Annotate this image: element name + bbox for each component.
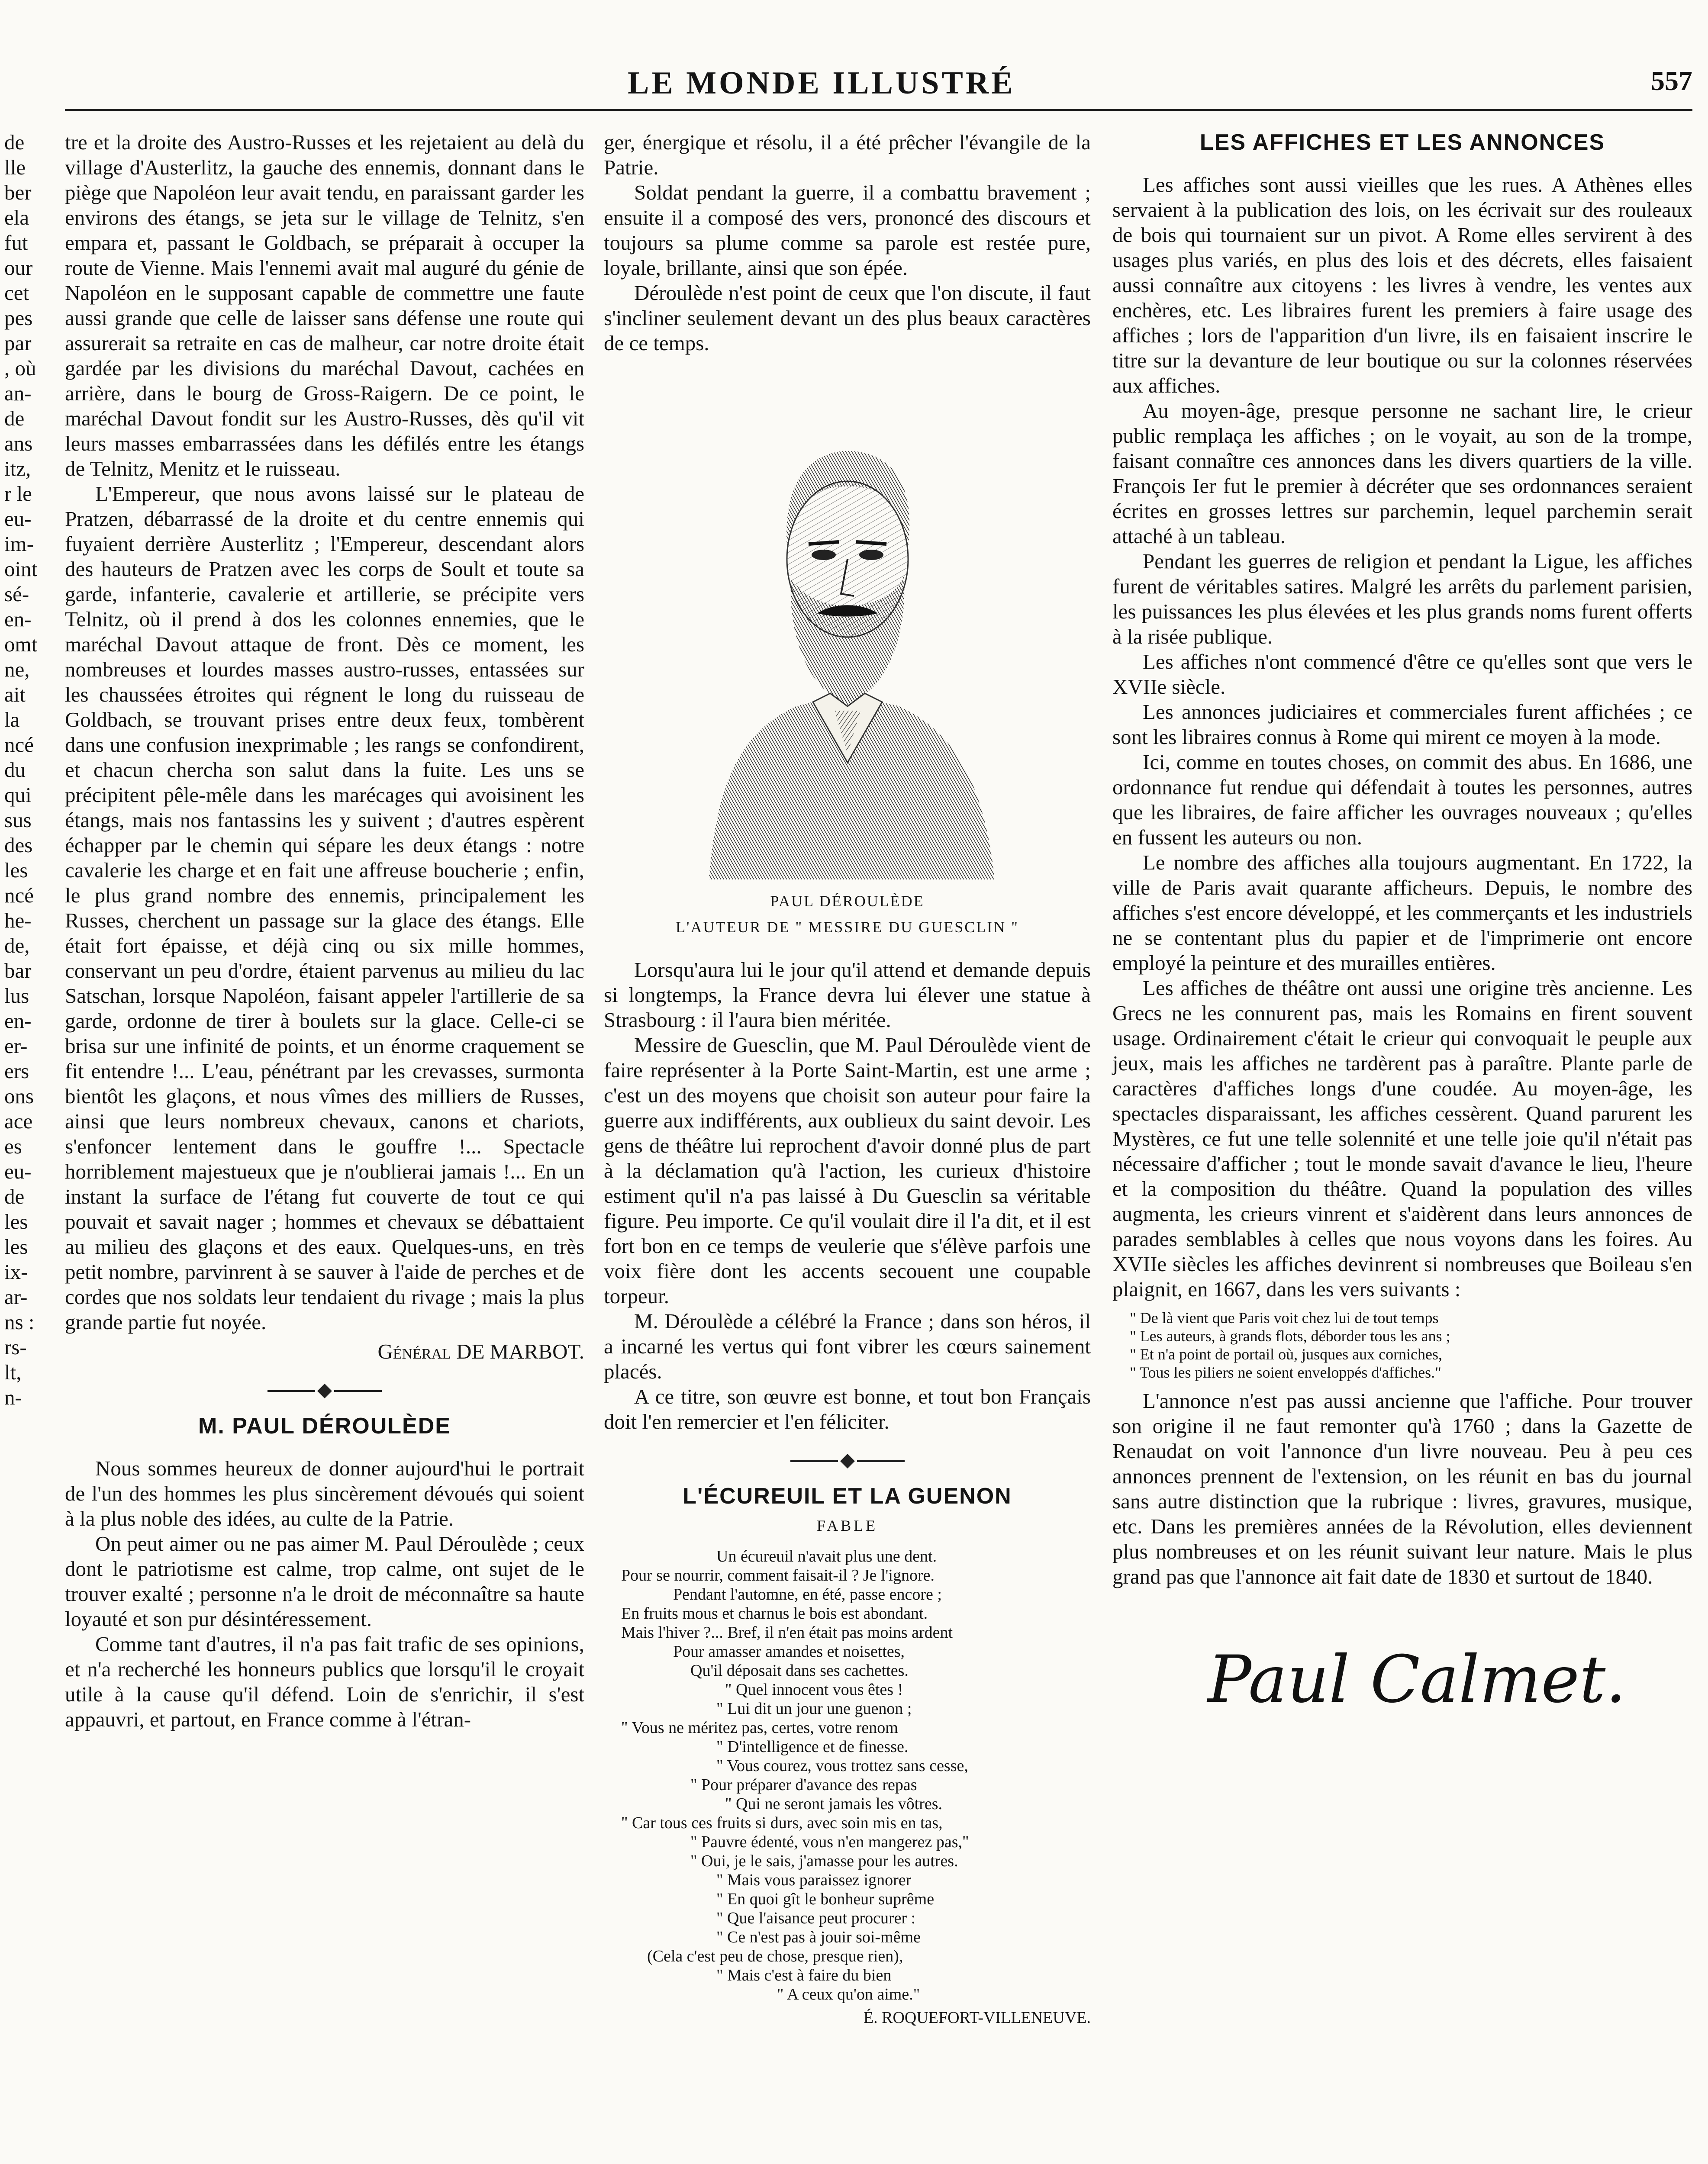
section-divider <box>65 1386 584 1396</box>
article-paragraph: Messire de Guesclin, que M. Paul Déroulède vient de faire représenter à la Porte Saint-Martin, est une arme ; c'est un des moyens que choisit son auteur pour faire la guerre aux indifférents, aux oublieux du saint devoir. Les gens de théâtre lui reprochent d'avoir donné plus de part à la déclamation qu'à l'action, les curieux d'histoire estiment qu'il n'a pas laissé à Du Guesclin sa véritable figure. Peu importe. Ce qu'il voulait dire il l'a dit, et il est fort bon en ce temps de veulerie que s'élève parfois une voix fière dont les accents secouent une coupable torpeur. <box>604 1033 1091 1308</box>
margin-fragment: sus <box>4 808 32 832</box>
margin-fragment: les <box>4 1210 28 1233</box>
portrait-engraving <box>683 373 1012 879</box>
poem-line: " Vous courez, vous trottez sans cesse, <box>716 1757 968 1775</box>
margin-fragment: qui <box>4 783 32 807</box>
margin-fragment: itz, <box>4 457 31 480</box>
poem-line: " Ce n'est pas à jouir soi-même <box>716 1928 921 1946</box>
margin-fragment: n- <box>4 1385 22 1409</box>
article-paragraph: Comme tant d'autres, il n'a pas fait trafic de ses opinions, et n'a recherché les honneurs publics que lorsqu'il le croyait utile à la cause qu'il défend. Loin de s'enrichir, il s'est appauvri, et partout, en France comme à l'étran- <box>65 1632 584 1731</box>
poem-line: " Vous ne méritez pas, certes, votre renom <box>621 1719 898 1737</box>
margin-fragment: ncé <box>4 733 34 757</box>
poem-line: " En quoi gît le bonheur suprême <box>716 1890 935 1908</box>
poem-line: " Lui dit un jour une guenon ; <box>716 1700 912 1718</box>
margin-fragment: lus <box>4 984 29 1008</box>
margin-fragment: de <box>4 406 25 430</box>
margin-fragment: de, <box>4 934 30 957</box>
margin-fragment: er- <box>4 1034 28 1058</box>
article-paragraph: On peut aimer ou ne pas aimer M. Paul Déroulède ; ceux dont le patriotisme est calme, trop calme, ont sujet de le trouver exalté ; personne n'a le droit de méconnaître sa haute loyauté et son pur désintéressement. <box>65 1532 584 1631</box>
svg-text:Paul Calmet.: Paul Calmet. <box>1208 1642 1627 1717</box>
poem-line: (Cela c'est peu de chose, presque rien), <box>647 1947 903 1965</box>
quote-line: " Tous les piliers ne soient enveloppés d'affiches." <box>1130 1364 1441 1381</box>
margin-fragment: ber <box>4 180 32 204</box>
margin-fragment: im- <box>4 532 34 556</box>
margin-fragment: , où <box>4 356 36 380</box>
margin-fragment: omt <box>4 632 38 656</box>
poem-line: " D'intelligence et de finesse. <box>716 1738 909 1756</box>
poem-line: Un écureuil n'avait plus une dent. <box>716 1547 937 1565</box>
poem-line: " Mais c'est à faire du bien <box>716 1966 892 1984</box>
section-title: M. PAUL DÉROULÈDE <box>198 1414 451 1439</box>
masthead-rule <box>65 109 1692 111</box>
poem-line: Pendant l'automne, en été, passe encore ; <box>673 1585 942 1604</box>
margin-fragment: eu- <box>4 1159 32 1183</box>
margin-fragment: he- <box>4 908 32 932</box>
poem-line: " Qui ne seront jamais les vôtres. <box>725 1795 943 1813</box>
margin-fragment: du <box>4 758 26 782</box>
page-number: 557 <box>1651 65 1692 96</box>
margin-fragment: ns : <box>4 1310 35 1334</box>
quote-line: " Les auteurs, à grands flots, déborder tous les ans ; <box>1130 1327 1450 1345</box>
margin-fragment: es <box>4 1134 22 1158</box>
margin-fragment: de <box>4 1185 25 1208</box>
quote-line: " Et n'a point de portail où, jusques aux corniches, <box>1130 1346 1443 1363</box>
margin-fragment: ait <box>4 683 26 706</box>
section-divider <box>604 1456 1091 1466</box>
margin-fragment: de <box>4 130 25 154</box>
poem-line: " Que l'aisance peut procurer : <box>716 1909 916 1927</box>
poem-line: Qu'il déposait dans ses cachettes. <box>690 1662 909 1680</box>
poem-line: " Quel innocent vous êtes ! <box>725 1681 903 1699</box>
quote-line: " De là vient que Paris voit chez lui de tout temps <box>1130 1309 1439 1327</box>
poem-line: " Oui, je le sais, j'amasse pour les autres. <box>690 1852 958 1870</box>
article-paragraph: Les affiches sont aussi vieilles que les rues. A Athènes elles servaient à la publication des lois, on les écrivait sur des rouleaux de bois qui tournaient sur un pivot. A Rome elles servirent à des usages plus variés, en plus des lois et des décrets, elles faisaient aussi connaître aux citoyens : les livres à vendre, les ventes aux enchères, etc. Les libraires furent les premiers à faire usage des affiches ; lors de l'apparition d'un livre, ils en faisaient inscrire le titre sur la devanture de leur boutique ou sur la colonnes réservées aux affiches. <box>1112 173 1692 397</box>
margin-fragment: eu- <box>4 507 32 531</box>
margin-fragment: oint <box>4 557 38 581</box>
poem-line: " Pour préparer d'avance des repas <box>690 1776 917 1794</box>
article-paragraph: Lorsqu'aura lui le jour qu'il attend et demande depuis si longtemps, la France devra lui élever une statue à Strasbourg : il l'aura bien méritée. <box>604 958 1091 1032</box>
margin-fragment: lt, <box>4 1360 22 1384</box>
poem-line: " A ceux qu'on aime." <box>777 1985 920 2003</box>
margin-fragment: par <box>4 331 32 355</box>
poem-line: " Car tous ces fruits si durs, avec soin mis en tas, <box>621 1814 943 1832</box>
margin-fragment: rs- <box>4 1335 27 1359</box>
margin-fragment: ers <box>4 1059 29 1083</box>
article-paragraph: ger, énergique et résolu, il a été prêcher l'évangile de la Patrie. <box>604 130 1091 179</box>
margin-fragment: ix- <box>4 1260 28 1284</box>
margin-fragment: cet <box>4 281 29 305</box>
publication-title: LE MONDE ILLUSTRÉ <box>628 65 1015 101</box>
article-paragraph: Nous sommes heureux de donner aujourd'hui le portrait de l'un des hommes les plus sincèrement dévoués qui soient à la plus noble des idées, au culte de la Patrie. <box>65 1456 584 1530</box>
margin-fragment: bar <box>4 959 32 982</box>
poem-line: " Pauvre édenté, vous n'en mangerez pas," <box>690 1833 969 1851</box>
article-paragraph: Déroulède n'est point de ceux que l'on discute, il faut s'incliner seulement devant un des plus beaux caractères de ce temps. <box>604 281 1091 355</box>
margin-fragment: ncé <box>4 883 34 907</box>
margin-fragment: fut <box>4 231 28 254</box>
article-paragraph: M. Déroulède a célébré la France ; dans son héros, il a incarné les vertus qui font vibrer les cœurs sainement placés. <box>604 1309 1091 1383</box>
margin-fragment: ela <box>4 206 29 229</box>
article-paragraph: Les affiches de théâtre ont aussi une origine très ancienne. Les Grecs ne les connurent pas, mais les Romains en firent souvent usage. Ordinairement c'était le crieur qui convoquait le peuple aux jeux, mais les affiches ne tardèrent pas à paraître. Plante parle de caractères d'affiches longs d'une coudée. Au moyen-âge, les spectacles disparaissant, les affiches cessèrent. Quand parurent les Mystères, ce fut une telle solennité et une telle joie qu'il n'était pas nécessaire d'afficher ; tout le monde savait d'avance le lieu, l'heure et la composition du théâtre. Quand la population des villes augmenta, les crieurs vinrent et s'aidèrent dans leurs annonces de parades semblables à celles que nous voyons dans les foires. Au XVIIe siècles les affiches devinrent si nombreuses que Boileau s'en plaignit, en 1667, dans les vers suivants : <box>1112 976 1692 1301</box>
margin-fragment: our <box>4 256 33 280</box>
article-signature: Général DE MARBOT. <box>377 1340 584 1363</box>
article-paragraph: tre et la droite des Austro-Russes et les rejetaient au delà du village d'Austerlitz, la gauche des ennemis, donnant dans le piège que Napoléon leur avait tendu, en paraissant garder les environs des étangs, se jeta sur le village de Telnitz, s'en empara et, passant le Goldbach, se préparait à occuper la route de Vienne. Mais l'ennemi avait mal auguré du génie de Napoléon en le supposant capable de commettre une faute aussi grande que celle de laisser sans défense une route qui assurerait sa retraite en cas de malheur, car notre droite était gardée par les divisions du maréchal Davout, cachées en arrière, dans le bourg de Gross-Raigern. De ce point, le maréchal Davout fondit sur les Austro-Russes, dès qu'il vit leurs masses embarrassées dans les défilés entre les étangs de Telnitz, Menitz et le ruisseau. <box>65 130 584 480</box>
left-margin-fragments <box>4 130 61 1410</box>
margin-fragment: les <box>4 1235 28 1259</box>
fable-poem <box>604 1547 1091 2004</box>
margin-fragment: les <box>4 858 28 882</box>
article-paragraph: Pendant les guerres de religion et pendant la Ligue, les affiches furent de véritables satires. Malgré les arrêts du parlement parisien, les puissances les plus élevées et les plus grands noms furent offerts à la risée publique. <box>1112 549 1692 648</box>
margin-fragment: la <box>4 708 20 731</box>
margin-fragment: ons <box>4 1084 34 1108</box>
masthead <box>65 65 1692 104</box>
portrait-caption-name: PAUL DÉROULÈDE <box>770 892 925 910</box>
poem-line: Pour amasser amandes et noisettes, <box>673 1642 905 1661</box>
margin-fragment: ne, <box>4 657 30 681</box>
margin-fragment: en- <box>4 607 32 631</box>
margin-fragment: ace <box>4 1109 33 1133</box>
article-paragraph: L'annonce n'est pas aussi ancienne que l'affiche. Pour trouver son origine il ne faut remonter qu'à 1760 ; dans la Gazette de Renaudat on voit l'annonce d'un livre nouveau. Peu à peu ces annonces prennent de l'extension, on les réunit en bas du journal sans autre distinction que la rubrique : livres, gravures, musique, etc. Dans les premières années de la Révolution, elles deviennent plus nombreuses et on les réunit suivant leur nature. Mais le plus grand pas que l'annonce ait fait date de 1830 et surtout de 1840. <box>1112 1389 1692 1588</box>
margin-fragment: r le <box>4 482 32 506</box>
poem-line: En fruits mous et charnus le bois est abondant. <box>621 1604 928 1623</box>
fable-subtitle: FABLE <box>816 1517 878 1534</box>
article-paragraph: Au moyen-âge, presque personne ne sachant lire, le crieur public remplaça les affiches ; on le voyait, au son de la trompe, faisant connaître ces annonces dans les divers quartiers de la ville. François Ier fut le premier à décréter que ses ordonnances seraient écrites en grosses lettres sur parchemin, lequel parchemin serait attaché à un tableau. <box>1112 399 1692 548</box>
fable-title: L'ÉCUREUIL ET LA GUENON <box>683 1484 1012 1509</box>
margin-fragment: an- <box>4 381 32 405</box>
margin-fragment: ar- <box>4 1285 28 1309</box>
author-signature <box>1199 1615 1675 1736</box>
article-paragraph: Soldat pendant la guerre, il a combattu bravement ; ensuite il a composé des vers, prononcé des discours et toujours sa plume comme sa parole est restée pure, loyale, brillante, ainsi que son épée. <box>604 180 1091 280</box>
article-paragraph: Le nombre des affiches alla toujours augmentant. En 1722, la ville de Paris avait quarante afficheurs. Depuis, le nombre des affiches s'est encore développé, et les commerçants et les industriels ne se contentant plus du papier et de l'imprimerie ont encore employé la peinture et des murailles entières. <box>1112 850 1692 975</box>
margin-fragment: sé- <box>4 582 29 606</box>
section-title: LES AFFICHES ET LES ANNONCES <box>1199 130 1605 155</box>
article-paragraph: A ce titre, son œuvre est bonne, et tout bon Français doit l'en remercier et l'en féliciter. <box>604 1385 1091 1433</box>
column-1 <box>65 130 584 1732</box>
boileau-quote <box>1130 1309 1692 1381</box>
article-paragraph: Ici, comme en toutes choses, on commit des abus. En 1686, une ordonnance fut rendue qui défendait à toutes les personnes, autres que les libraires, de faire afficher les ouvrages nouveaux ; qu'elles en fussent les auteurs ou non. <box>1112 750 1692 849</box>
poem-line: " Mais vous paraissez ignorer <box>716 1871 912 1889</box>
column-3 <box>1112 130 1692 1736</box>
portrait-caption-sub: L'AUTEUR DE " MESSIRE DU GUESCLIN " <box>676 918 1019 936</box>
margin-fragment: des <box>4 833 33 857</box>
poem-line: Pour se nourrir, comment faisait-il ? Je l'ignore. <box>621 1566 935 1584</box>
column-2 <box>604 130 1091 2027</box>
margin-fragment: en- <box>4 1009 32 1033</box>
poem-author: É. ROQUEFORT-VILLENEUVE. <box>863 2009 1091 2027</box>
margin-fragment: pes <box>4 306 33 330</box>
article-paragraph: L'Empereur, que nous avons laissé sur le plateau de Pratzen, débarrassé de la droite et du centre ennemis qui fuyaient derrière Austerlitz ; l'Empereur, descendant alors des hauteurs de Pratzen avec les corps de Soult et toute sa garde, infanterie, cavalerie et artillerie, se précipite vers Telnitz, où il prend à dos les colonnes ennemies, que le maréchal Davout attaque de front. Dès ce moment, les nombreuses et lourdes masses austro-russes, entassées sur les chaussées étroites qui régnent le long du ruisseau de Goldbach, se trouvant prises entre deux feux, tombèrent dans une confusion inexprimable ; les rangs se confondirent, et chacun chercha son salut dans la fuite. Les uns se précipitent pêle-mêle dans les marécages qui avoisinent les étangs, mais nos fantassins les y suivent ; d'autres espèrent échapper par le chemin qui sépare les deux étangs : notre cavalerie les charge et en fait une affreuse boucherie ; enfin, le plus grand nombre des ennemis, principalement les Russes, cherchent un passage sur la glace des étangs. Elle était fort épaisse, et déjà cinq ou six mille hommes, conservant un peu d'ordre, étaient parvenus au milieu du lac Satschan, lorsque Napoléon, faisant appeler l'artillerie de sa garde, ordonne de tirer à boulets sur la glace. Celle-ci se brisa sur une infinité de points, et un énorme craquement se fit entendre !... L'eau, pénétrant par les crevasses, surmonta bientôt les glaçons, et nous vîmes des milliers de Russes, ainsi que leurs nombreux chevaux, canons et chariots, s'enfoncer lentement dans le gouffre !... Spectacle horriblement majestueux que je n'oublierai jamais !... En un instant la surface de l'étang fut couverte de tout ce qui pouvait et savait nager ; hommes et chevaux se débattaient au milieu des glaçons et des eaux. Quelques-uns, en très petit nombre, parvinrent à se sauver à l'aide de perches et de cordes que nos soldats leur tendaient du rivage ; mais la plus grande partie fut noyée. <box>65 482 584 1334</box>
poem-line: Mais l'hiver ?... Bref, il n'en était pas moins ardent <box>621 1623 953 1642</box>
article-paragraph: Les affiches n'ont commencé d'être ce qu'elles sont que vers le XVIIe siècle. <box>1112 650 1692 699</box>
article-paragraph: Les annonces judiciaires et commerciales furent affichées ; ce sont les libraires connus à Rome qui mirent ce moyen à la mode. <box>1112 700 1692 749</box>
margin-fragment: ans <box>4 432 33 455</box>
margin-fragment: lle <box>4 155 26 179</box>
